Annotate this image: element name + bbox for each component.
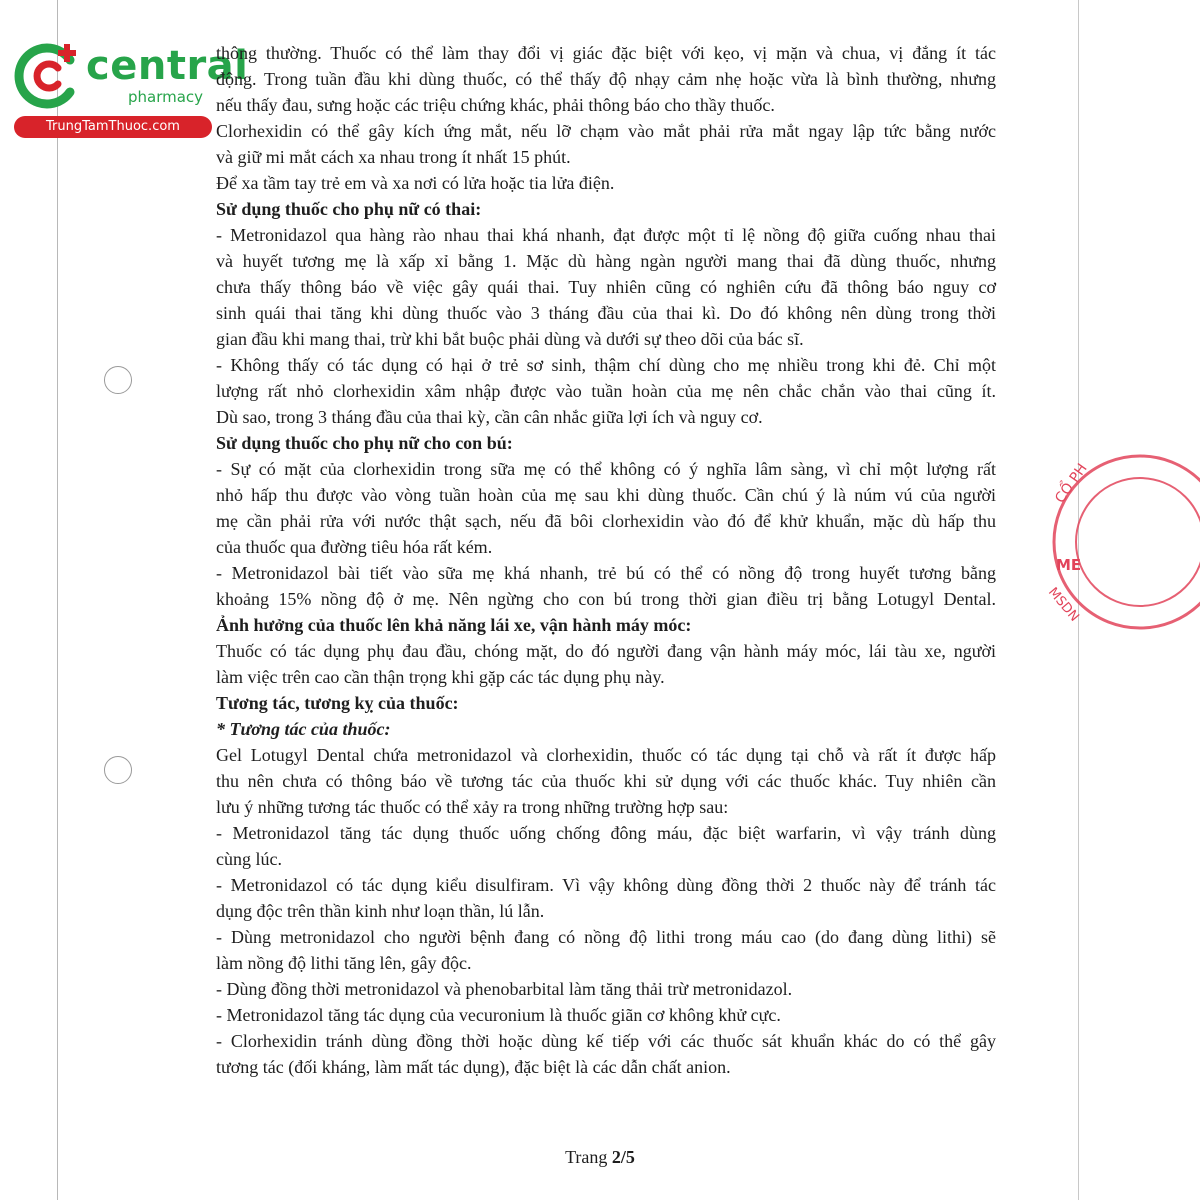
paper-edge-left — [57, 0, 58, 1200]
text-line: - Metronidazol bài tiết vào sữa mẹ khá nhanh, trẻ bú có thể có nồng độ trong huyết tương bằng — [216, 563, 996, 583]
section-heading: Tương tác, tương kỵ của thuốc: — [216, 693, 459, 713]
svg-text:MSDN: MSDN — [1044, 584, 1082, 625]
text-line: - Metronidazol qua hàng rào nhau thai khá nhanh, đạt được một tỉ lệ nồng độ giữa cuống nhau thai — [216, 225, 996, 245]
page-footer — [0, 1147, 1200, 1168]
text-line: Để xa tầm tay trẻ em và xa nơi có lửa hoặc tia lửa điện. — [216, 173, 615, 193]
text-line: - Dùng đồng thời metronidazol và phenobarbital làm tăng thải trừ metronidazol. — [216, 979, 793, 999]
text-line: - Metronidazol có tác dụng kiểu disulfiram. Vì vậy không dùng đồng thời 2 thuốc này để tránh tác — [216, 875, 996, 895]
text-line: và giữ mi mắt cách xa nhau trong ít nhất 15 phút. — [216, 147, 571, 167]
company-seal-stamp — [1040, 452, 1200, 632]
section-heading: Sử dụng thuốc cho phụ nữ cho con bú: — [216, 433, 513, 453]
text-line: sinh quái thai tăng khi dùng thuốc vào 3 tháng đầu của thai kì. Do đó không nên dùng trong thời — [216, 303, 996, 323]
subsection-heading: * Tương tác của thuốc: — [216, 719, 391, 739]
svg-text:CỔ PH: CỔ PH — [1052, 460, 1091, 507]
text-line: - Dùng metronidazol cho người bệnh đang có nồng độ lithi trong máu cao (do đang dùng lithi) sẽ — [216, 927, 996, 947]
text-line: cùng lúc. — [216, 849, 282, 869]
text-line: thông thường. Thuốc có thể làm thay đổi vị giác đặc biệt với kẹo, vị mặn và chua, vị đắng ít tác — [216, 43, 996, 63]
text-line: Clorhexidin có thể gây kích ứng mắt, nếu lỡ chạm vào mắt phải rửa mắt ngay lập tức bằng nước — [216, 121, 996, 141]
pharmacy-cross-icon — [12, 40, 84, 112]
text-line: dụng độc trên thần kinh như loạn thần, lú lẫn. — [216, 901, 545, 921]
text-line: lưu ý những tương tác thuốc có thể xảy ra trong những trường hợp sau: — [216, 797, 729, 817]
text-line: của thuốc qua đường tiêu hóa rất kém. — [216, 537, 493, 557]
text-line: chưa thấy thông báo về việc gây quái thai. Tuy nhiên cũng có nghiên cứu đã thông báo nguy cơ — [216, 277, 996, 297]
central-pharmacy-logo[interactable] — [10, 36, 249, 136]
section-heading: Ảnh hưởng của thuốc lên khả năng lái xe, vận hành máy móc: — [216, 615, 692, 635]
text-line: khoảng 15% nồng độ ở mẹ. Nên ngừng cho con bú trong thời gian điều trị bằng Lotugyl Dental. — [216, 589, 996, 609]
svg-text:ME: ME — [1056, 556, 1082, 574]
text-line: - Metronidazol tăng tác dụng thuốc uống chống đông máu, đặc biệt warfarin, vì vậy tránh dùng — [216, 823, 996, 843]
text-line: Gel Lotugyl Dental chứa metronidazol và clorhexidin, thuốc có tác dụng tại chỗ và rất ít được hấp — [216, 745, 996, 765]
page-label: Trang — [565, 1147, 608, 1167]
text-line: Dù sao, trong 3 tháng đầu của thai kỳ, cần cân nhắc giữa lợi ích và nguy cơ. — [216, 407, 763, 427]
punch-hole-bottom — [104, 756, 132, 784]
text-line: lượng rất nhỏ clorhexidin xâm nhập được vào tuần hoàn của mẹ nên chắc chắn vào thai cũng ít. — [216, 381, 996, 401]
text-line: thu nên chưa có thông báo về tương tác của thuốc khi sử dụng với các thuốc khác. Tuy nhiên cần — [216, 771, 996, 791]
text-line: tương tác (đối kháng, làm mất tác dụng), đặc biệt là các dẫn chất anion. — [216, 1057, 731, 1077]
text-line: làm nồng độ lithi tăng lên, gây độc. — [216, 953, 472, 973]
text-line: - Metronidazol tăng tác dụng của vecuronium là thuốc giãn cơ không khử cực. — [216, 1005, 781, 1025]
logo-site-banner[interactable]: TrungTamThuoc.com — [14, 116, 212, 138]
text-line: mẹ cần phải rửa với nước thật sạch, nếu đã bôi clorhexidin vào đó để khử khuẩn, mặc dù hấp thu — [216, 511, 996, 531]
text-line: làm việc trên cao cần thận trọng khi gặp các tác dụng phụ này. — [216, 667, 665, 687]
document-body — [216, 40, 996, 1080]
punch-hole-top — [104, 366, 132, 394]
text-line: - Clorhexidin tránh dùng đồng thời hoặc dùng kế tiếp với các thuốc sát khuẩn khác do có thể gây — [216, 1031, 996, 1051]
text-line: Thuốc có tác dụng phụ đau đầu, chóng mặt, do đó người đang vận hành máy móc, lái tàu xe, người — [216, 641, 996, 661]
text-line: gian đầu khi mang thai, trừ khi bắt buộc phải dùng và dưới sự theo dõi của bác sĩ. — [216, 329, 804, 349]
text-line: và huyết tương mẹ là xấp xỉ bằng 1. Mặc dù hàng ngàn người mang thai đã dùng thuốc, nhưng — [216, 251, 996, 271]
logo-wordmark: central — [86, 43, 249, 89]
logo-subtitle: pharmacy — [128, 88, 204, 106]
text-line: động. Trong tuần đầu khi dùng thuốc, có thể thấy độ nhạy cảm nhẹ hoặc vừa là bình thường, nhưng — [216, 69, 996, 89]
text-line: nếu thấy đau, sưng hoặc các triệu chứng khác, phải thông báo cho thầy thuốc. — [216, 95, 775, 115]
text-line: - Không thấy có tác dụng có hại ở trẻ sơ sinh, thậm chí dùng cho mẹ nhiều trong khi đẻ. Chỉ một — [216, 355, 996, 375]
text-line: nhỏ hấp thu được vào vòng tuần hoàn của mẹ sau khi dùng thuốc. Cần chú ý là núm vú của người — [216, 485, 996, 505]
text-line: - Sự có mặt của clorhexidin trong sữa mẹ có thể không có ý nghĩa lâm sàng, vì chỉ một lượng rất — [216, 459, 996, 479]
section-heading: Sử dụng thuốc cho phụ nữ có thai: — [216, 199, 482, 219]
page-number: 2/5 — [611, 1147, 635, 1167]
